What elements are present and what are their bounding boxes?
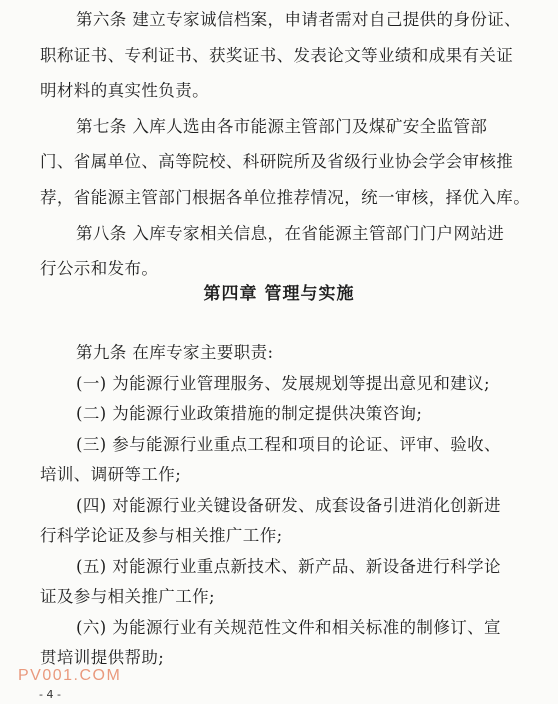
article-6-line-1: 第六条 建立专家诚信档案，申请者需对自己提供的身份证、 [76, 10, 522, 29]
article-6-line-3: 明材料的真实性负责。 [40, 81, 209, 100]
article-7-line-2: 门、省属单位、高等院校、科研院所及省级行业协会学会审核推 [40, 152, 514, 171]
article-9-item-1: (一) 为能源行业管理服务、发展规划等提出意见和建议; [76, 374, 490, 393]
article-9-item-6-line-1: (六) 为能源行业有关规范性文件和相关标准的制修订、宣 [76, 618, 501, 637]
article-7-line-3: 荐，省能源主管部门根据各单位推荐情况，统一审核，择优入库。 [40, 188, 531, 207]
article-9-intro: 第九条 在库专家主要职责: [76, 343, 274, 362]
article-9-item-4-line-1: (四) 对能源行业关键设备研发、成套设备引进消化创新进 [76, 496, 501, 515]
article-7-line-1: 第七条 入库人选由各市能源主管部门及煤矿安全监管部 [76, 117, 488, 136]
article-9-item-6-line-2: 贯培训提供帮助; [40, 648, 165, 667]
article-9-item-5-line-2: 证及参与相关推广工作; [40, 587, 215, 606]
watermark: PV001.COM [18, 667, 122, 684]
article-9-item-3-line-1: (三) 参与能源行业重点工程和项目的论证、评审、验收、 [76, 435, 501, 454]
article-8-line-2: 行公示和发布。 [40, 259, 159, 278]
article-9-item-4-line-2: 行科学论证及参与相关推广工作; [40, 526, 283, 545]
article-9-item-5-line-1: (五) 对能源行业重点新技术、新产品、新设备进行科学论 [76, 557, 501, 576]
article-9-item-3-line-2: 培训、调研等工作; [40, 465, 182, 484]
article-6-line-2: 职称证书、专利证书、获奖证书、发表论文等业绩和成果有关证 [40, 46, 514, 65]
article-8-line-1: 第八条 入库专家相关信息，在省能源主管部门门户网站进 [76, 224, 505, 243]
chapter-heading: 第四章 管理与实施 [203, 284, 355, 304]
article-9-item-2: (二) 为能源行业政策措施的制定提供决策咨询; [76, 404, 423, 423]
page-number: - 4 - [39, 688, 61, 701]
